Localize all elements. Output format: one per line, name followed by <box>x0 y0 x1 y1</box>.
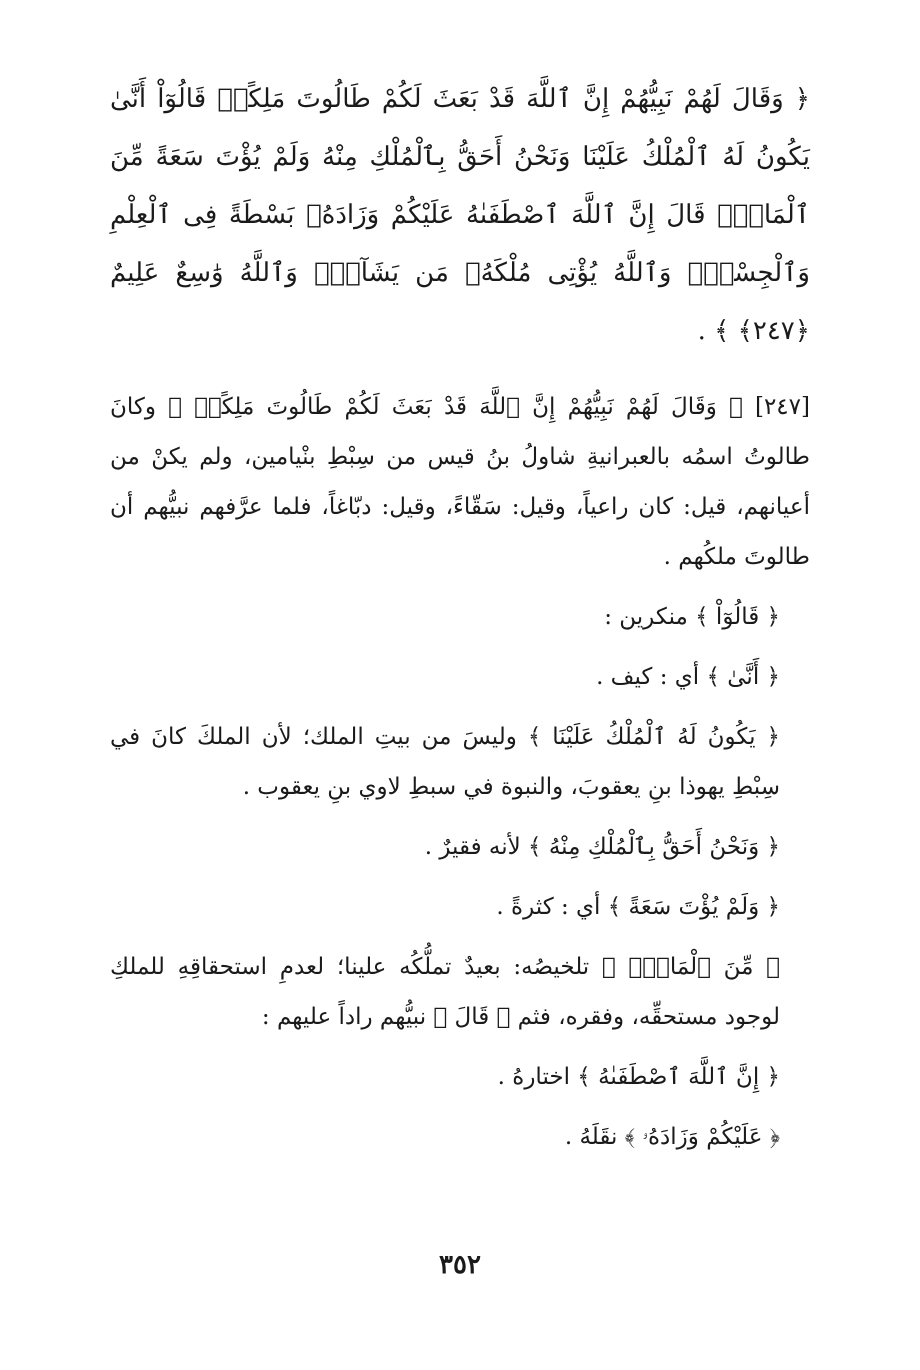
commentary-line: ﴿ أَنَّىٰ ﴾ أي : كيف . <box>596 664 780 690</box>
commentary-paragraph: ﴿ يَكُونُ لَهُ ٱلْمُلْكُ عَلَيْنَا ﴾ وليسَ من بيتِ الملك؛ لأن الملكَ كانَ في سِبْطِ يهوذا بنِ يعقوبَ، والنبوة في سبطِ لاوي بنِ يعقوب . <box>110 724 780 800</box>
commentary-line: ﴿ وَلَمْ يُؤْتَ سَعَةً ﴾ أي : كثرةً . <box>496 894 780 920</box>
quran-verse: ﴿ وَقَالَ لَهُمْ نَبِيُّهُمْ إِنَّ ٱللَّهَ قَدْ بَعَثَ لَكُمْ طَالُوتَ مَلِكًاۚ قَالُوٓاْ أَنَّىٰ يَكُونُ لَهُ ٱلْمُلْكُ عَلَيْنَا وَنَحْنُ أَحَقُّ بِٱلْمُلْكِ مِنْهُ وَلَمْ يُؤْتَ سَعَةً مِّنَ ٱلْمَالِۚ قَالَ إِنَّ ٱللَّهَ ٱصْطَفَىٰهُ عَلَيْكُمْ وَزَادَهُۥ بَسْطَةً فِى ٱلْعِلْمِ وَٱلْجِسْمِۖ وَٱللَّهُ يُؤْتِى مُلْكَهُۥ مَن يَشَآءُۚ وَٱللَّهُ وَٰسِعٌ عَلِيمٌ ﴿٢٤٧﴾ ﴾ . <box>110 84 810 346</box>
commentary-line: ﴿ وَنَحْنُ أَحَقُّ بِٱلْمُلْكِ مِنْهُ ﴾ لأنه فقيرٌ . <box>424 834 780 860</box>
commentary-intro: [٢٤٧] ﴿ وَقَالَ لَهُمْ نَبِيُّهُمْ إِنَّ ٱللَّهَ قَدْ بَعَثَ لَكُمْ طَالُوتَ مَلِكًاۚ ﴾ وكانَ طالوتُ اسمُه بالعبرانيةِ شاولُ بنُ قيس من سِبْطِ بنْيامين، ولم يكنْ من أعيانهم، قيل: كان راعياً، وقيل: سَقّاءً، وقيل: دبّاغاً، فلما عرَّفهم نبيُّهم أن طالوتَ ملكُهم . <box>110 394 810 570</box>
commentary-line: ﴿ إِنَّ ٱللَّهَ ٱصْطَفَىٰهُ ﴾ اختارهُ . <box>497 1064 780 1090</box>
commentary-paragraph: ﴿ مِّنَ ٱلْمَالِۚ ﴾ تلخيصُه: بعيدٌ تملُّكُه علينا؛ لعدمِ استحقاقِهِ للملكِ لوجود مستحقِّه، وفقره، فثم ﴿ قَالَ ﴾ نبيُّهم راداً عليهم : <box>110 954 780 1030</box>
page <box>110 70 810 1330</box>
commentary-line: ﴿ قَالُوٓاْ ﴾ منكرين : <box>604 604 780 630</box>
page-number: ٣٥٢ <box>439 1250 481 1280</box>
commentary-line: ﴿ عَلَيْكُمْ وَزَادَهُۥ ﴾ نقَلَهُ . <box>564 1124 780 1150</box>
